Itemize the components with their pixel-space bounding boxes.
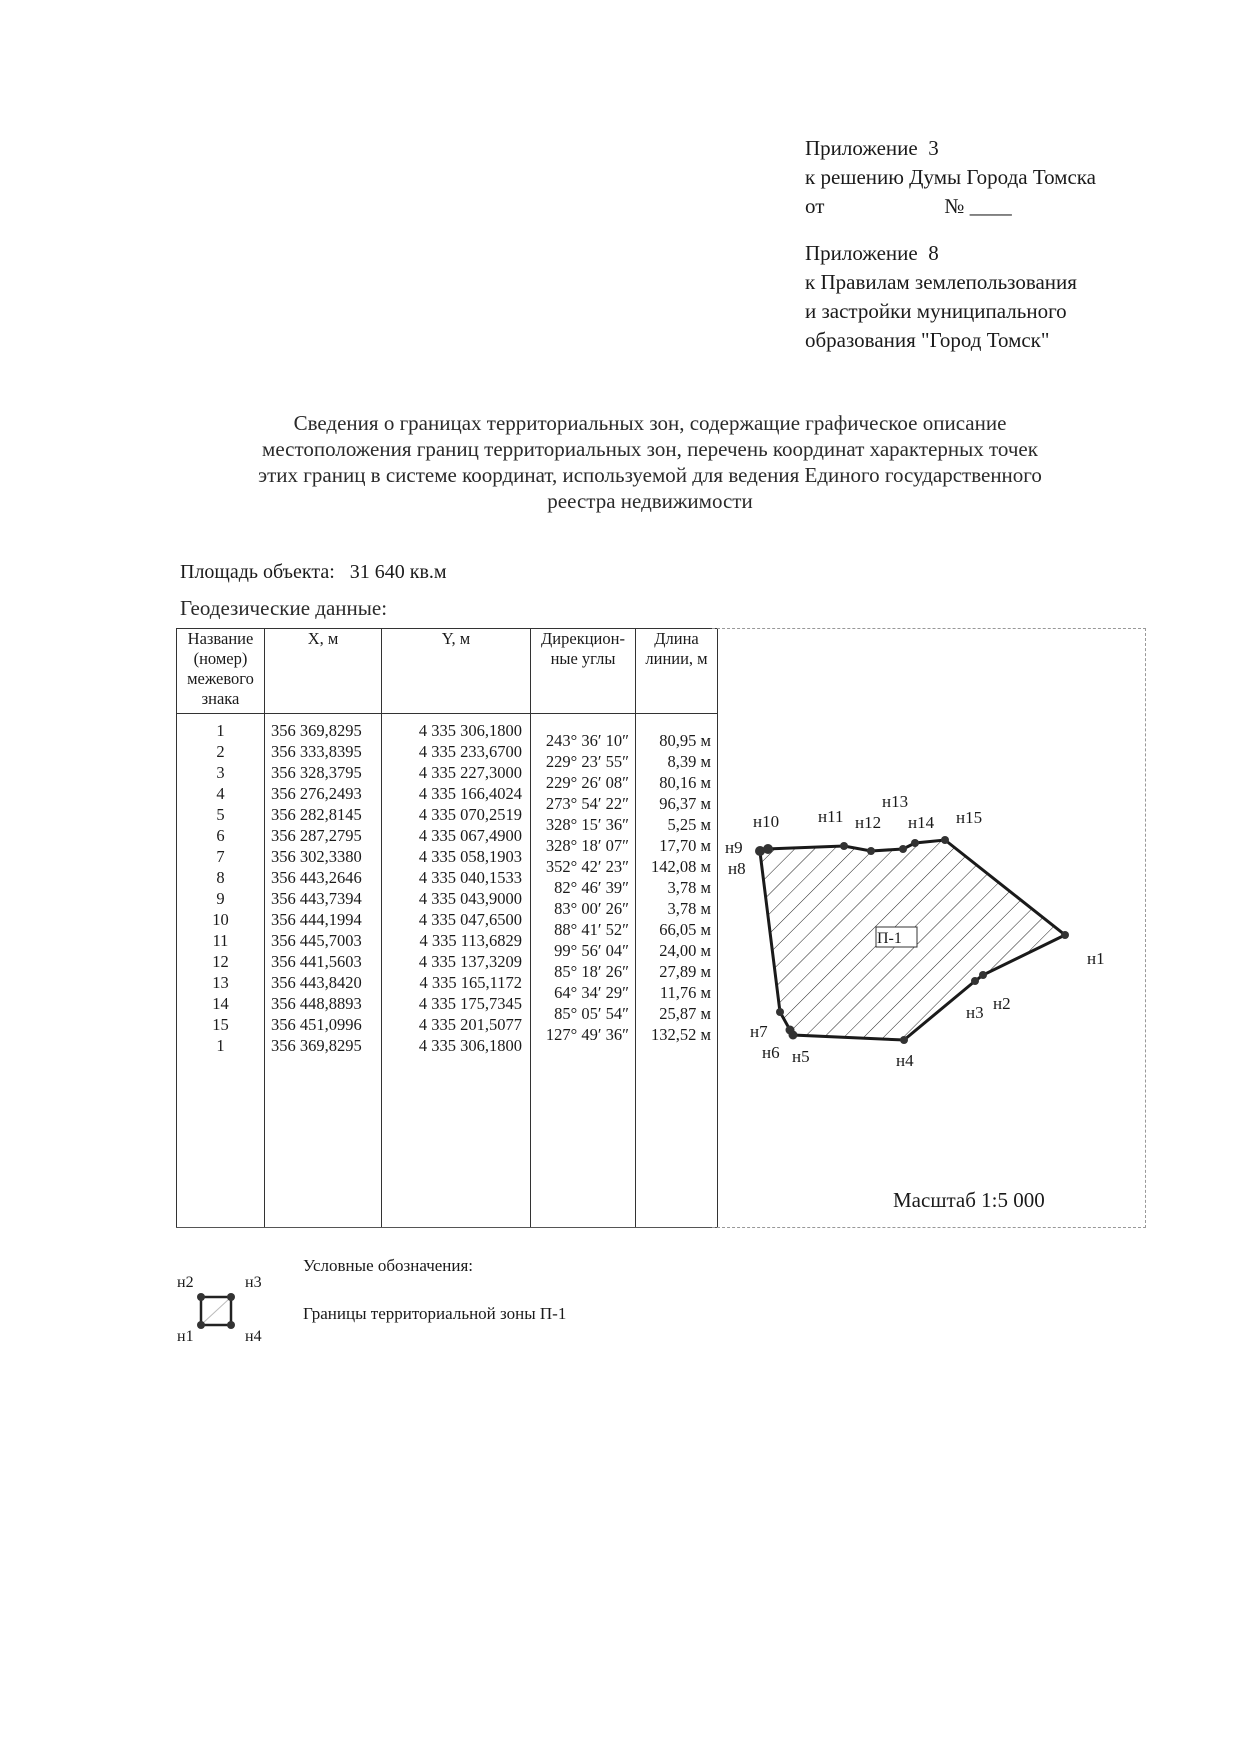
segment-angle: 328° 18′ 07″ [545,836,629,855]
map-scale: Масштаб 1:5 000 [893,1188,1045,1212]
point-x: 356 445,7003 [271,931,362,950]
svg-text:н14: н14 [908,813,935,832]
point-y: 4 335 113,6829 [419,931,522,950]
object-area-value: 31 640 кв.м [349,561,447,583]
point-x: 356 333,8395 [271,742,362,761]
point-x: 356 302,3380 [271,847,362,866]
header-y: Y, м [382,629,531,714]
svg-text:н7: н7 [750,1022,768,1041]
segment-angle: 229° 26′ 08″ [545,773,629,792]
segment-angle: 88° 41′ 52″ [554,920,629,939]
segment-angle: 83° 00′ 26″ [554,899,629,918]
geodata-label: Геодезические данные: [180,596,388,620]
svg-text:н9: н9 [725,838,743,857]
point-x: 356 328,3795 [271,763,362,782]
segment-angle: 85° 05′ 54″ [554,1004,629,1023]
point-y: 4 335 043,9000 [418,889,522,908]
segment-length: 27,89 м [659,962,711,981]
point-number: 11 [212,931,229,950]
appendix-3-decision: к решению Думы Города Томска [805,165,1096,189]
svg-text:н4: н4 [896,1051,914,1070]
point-x: 356 287,2795 [271,826,362,845]
point-y: 4 335 306,1800 [418,721,522,740]
svg-text:н2: н2 [993,994,1011,1013]
point-y: 4 335 306,1800 [418,1036,522,1055]
point-number: 4 [216,784,225,803]
appendix-3-title: Приложение 3 [805,136,939,160]
segment-length: 132,52 м [651,1025,711,1044]
point-x: 356 276,2493 [271,784,362,803]
segment-length: 80,16 м [659,773,711,792]
point-x: 356 451,0996 [271,1015,362,1034]
point-y: 4 335 070,2519 [418,805,522,824]
point-y: 4 335 201,5077 [418,1015,522,1034]
point-y: 4 335 137,3209 [418,952,522,971]
point-y: 4 335 058,1903 [418,847,522,866]
svg-text:н1: н1 [177,1328,194,1345]
svg-text:н4: н4 [245,1328,262,1345]
point-number: 8 [216,868,225,887]
point-number: 7 [216,847,225,866]
legend-boundary-icon [165,1275,275,1345]
segment-length: 142,08 м [651,857,711,876]
legend-zone-boundary-text: Границы территориальной зоны П-1 [303,1304,567,1323]
segment-angle: 64° 34′ 29″ [554,983,629,1002]
svg-text:н11: н11 [818,807,844,826]
svg-text:н8: н8 [728,859,746,878]
svg-text:н3: н3 [966,1003,984,1022]
appendix-3-date-number: от № ____ [805,194,1012,218]
point-number: 6 [216,826,225,845]
segment-angle: 99° 56′ 04″ [554,941,629,960]
header-x: X, м [265,629,382,714]
header-length: Длина линии, м [636,629,718,714]
svg-text:н15: н15 [956,808,983,827]
point-y: 4 335 165,1172 [419,973,522,992]
point-x: 356 448,8893 [271,994,362,1013]
point-y: 4 335 067,4900 [418,826,522,845]
point-number: 13 [212,973,229,992]
object-area: Площадь объекта: 31 640 кв.м [180,561,447,583]
appendix-8-line2: к Правилам землепользования [805,270,1077,294]
segment-angle: 243° 36′ 10″ [545,731,629,750]
segment-length: 66,05 м [659,920,711,939]
point-x: 356 282,8145 [271,805,362,824]
point-y: 4 335 227,3000 [418,763,522,782]
appendix-8-line4: образования "Город Томск" [805,328,1050,352]
segment-length: 24,00 м [659,941,711,960]
point-number: 1 [216,721,225,740]
svg-text:н3: н3 [245,1275,262,1291]
segment-angle: 127° 49′ 36″ [545,1025,629,1044]
segment-length: 17,70 м [659,836,711,855]
segment-length: 11,76 м [659,983,711,1002]
point-x: 356 369,8295 [271,721,362,740]
svg-text:н5: н5 [792,1047,810,1066]
point-y: 4 335 166,4024 [418,784,522,803]
svg-text:н1: н1 [1087,949,1105,968]
point-x: 356 443,7394 [271,889,362,908]
point-x: 356 441,5603 [271,952,362,971]
svg-text:н13: н13 [882,792,909,811]
point-number: 9 [216,889,225,908]
point-number: 15 [212,1015,229,1034]
legend-title: Условные обозначения: [303,1256,474,1275]
point-number: 10 [212,910,229,929]
point-number: 2 [216,742,225,761]
segment-length: 8,39 м [667,752,711,771]
point-number: 3 [216,763,225,782]
segment-length: 96,37 м [659,794,711,813]
segment-angle: 273° 54′ 22″ [545,794,629,813]
point-x: 356 444,1994 [271,910,362,929]
point-y: 4 335 175,7345 [418,994,522,1013]
segment-length: 3,78 м [667,899,711,918]
point-y: 4 335 233,6700 [418,742,522,761]
segment-angle: 328° 15′ 36″ [545,815,629,834]
point-number: 12 [212,952,229,971]
point-y: 4 335 047,6500 [418,910,522,929]
segment-angle: 352° 42′ 23″ [545,857,629,876]
header-angle: Дирекцион- ные углы [531,629,636,714]
point-x: 356 369,8295 [271,1036,362,1055]
segment-angle: 229° 23′ 55″ [545,752,629,771]
svg-text:н10: н10 [753,812,780,831]
segment-length: 25,87 м [659,1004,711,1023]
segment-angle: 82° 46′ 39″ [554,878,629,897]
segment-length: 80,95 м [659,731,711,750]
point-y: 4 335 040,1533 [418,868,522,887]
segment-length: 5,25 м [667,815,711,834]
svg-text:н2: н2 [177,1275,194,1291]
segment-length: 3,78 м [667,878,711,897]
appendix-8-title: Приложение 8 [805,241,939,265]
svg-text:н6: н6 [762,1043,780,1062]
header-point-name: Название (номер) межевого знака [177,629,265,714]
appendix-8-line3: и застройки муниципального [805,299,1067,323]
svg-text:н12: н12 [855,813,882,832]
point-x: 356 443,2646 [271,868,362,887]
segment-angle: 85° 18′ 26″ [554,962,629,981]
svg-text:П-1: П-1 [877,930,902,947]
point-number: 1 [216,1036,225,1055]
point-x: 356 443,8420 [271,973,362,992]
document-title: Сведения о границах территориальных зон, содержащие графическое описание местоположения границ территориальных зон, перечень координат характерных точек этих границ в системе координат, используемой для ведения Единого государственного реестра недвижимости [258,411,1042,513]
point-number: 14 [212,994,229,1013]
point-number: 5 [216,805,225,824]
